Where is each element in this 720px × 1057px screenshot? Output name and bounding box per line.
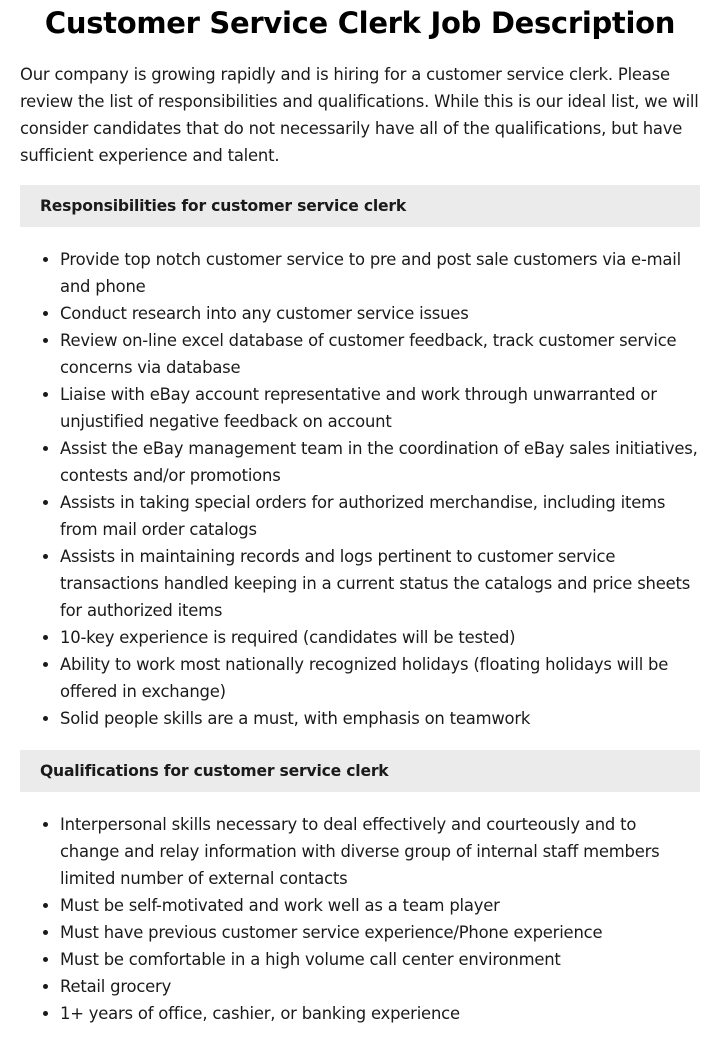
list-item: • Ability to work most nationally recognized holidays (floating holidays will be offered in exchange) [60,651,700,705]
list-item: • Retail grocery [60,973,700,1000]
list-item: • 1+ years of office, cashier, or banking experience [60,1000,700,1027]
list-item: • Provide top notch customer service to pre and post sale customers via e-mail and phone [60,246,700,300]
responsibilities-header [20,185,700,227]
list-item: • Interpersonal skills necessary to deal effectively and courteously and to change and relay information with diverse group of internal staff members limited number of external contacts [60,811,700,892]
list-item: • Conduct research into any customer service issues [60,300,700,327]
list-item: • Assist the eBay management team in the coordination of eBay sales initiatives, contests and/or promotions [60,435,700,489]
list-item: • Liaise with eBay account representative and work through unwarranted or unjustified negative feedback on account [60,381,700,435]
qualifications-header [20,750,700,792]
page-title: Customer Service Clerk Job Description [44,6,676,40]
list-item: • Must have previous customer service experience/Phone experience [60,919,700,946]
list-item: • Review on-line excel database of customer feedback, track customer service concerns via database [60,327,700,381]
responsibilities-list [20,246,700,732]
intro-paragraph: Our company is growing rapidly and is hiring for a customer service clerk. Please review the list of responsibilities and qualifications. While this is our ideal list, we will consider candidates that do not necessarily have all of the qualifications, but have sufficient experience and talent. [20,65,699,165]
qualifications-list [20,811,700,1027]
responsibilities-heading: Responsibilities for customer service clerk [40,197,407,215]
list-item: • Must be self-motivated and work well as a team player [60,892,700,919]
list-item: • Must be comfortable in a high volume call center environment [60,946,700,973]
list-item: • Assists in maintaining records and logs pertinent to customer service transactions handled keeping in a current status the catalogs and price sheets for authorized items [60,543,700,624]
list-item: • Solid people skills are a must, with emphasis on teamwork [60,705,700,732]
qualifications-heading: Qualifications for customer service clerk [40,762,389,780]
list-item: • 10-key experience is required (candidates will be tested) [60,624,700,651]
list-item: • Assists in taking special orders for authorized merchandise, including items from mail order catalogs [60,489,700,543]
